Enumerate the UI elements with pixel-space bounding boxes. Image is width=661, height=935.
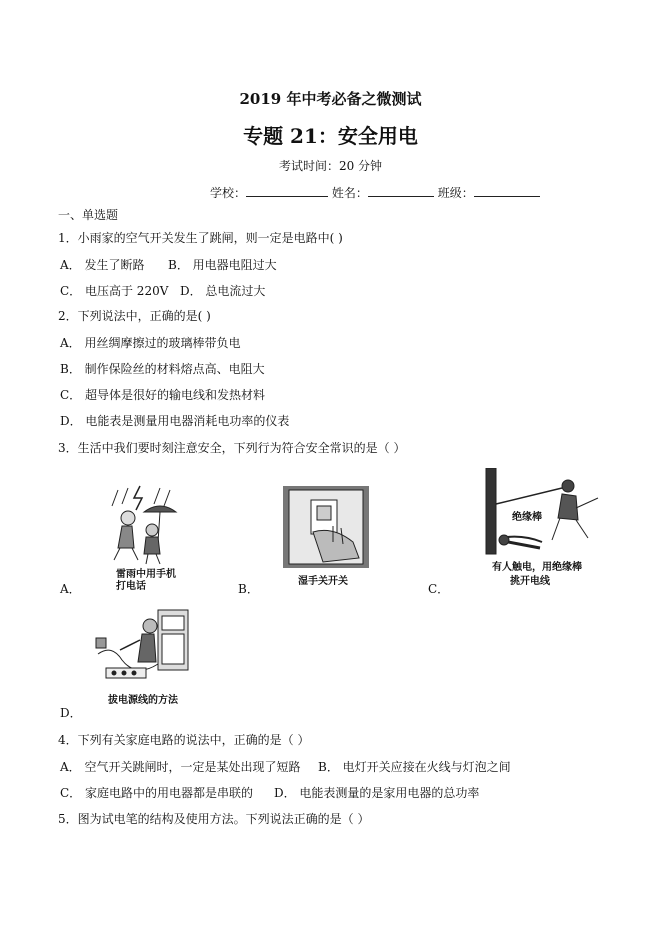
question-3-option-a: A． [60, 582, 81, 596]
student-info-line [210, 184, 540, 201]
exam-title: 2019 年中考必备之微测试 [239, 90, 422, 108]
picture-c-caption-1: 有人触电，用绝缘棒 [492, 562, 582, 573]
question-2-option-d: D． 电能表是测量用电器消耗电功率的仪表 [60, 414, 290, 428]
name-blank [368, 184, 434, 197]
question-1-option-a: A． 发生了断路 [60, 258, 145, 272]
question-3-option-d: D． [60, 706, 82, 720]
question-3-stem: 3．生活中我们要时刻注意安全，下列行为符合安全常识的是（ ） [58, 441, 406, 455]
picture-b-caption: 湿手关开关 [298, 576, 348, 587]
question-1-stem: 1．小雨家的空气开关发生了跳闸，则一定是电路中( ) [58, 231, 343, 245]
question-2-stem: 2．下列说法中，正确的是( ) [58, 309, 211, 323]
question-4-option-a: A． 空气开关跳闸时，一定是某处出现了短路 [60, 760, 301, 774]
school-blank [246, 184, 328, 197]
picture-d-caption: 拔电源线的方法 [108, 695, 178, 706]
question-1-option-d: D． 总电流过大 [180, 284, 266, 298]
picture-c-rod-tag: 绝缘棒 [512, 512, 542, 523]
section-heading: 一、单选题 [58, 208, 119, 222]
question-4-option-d: D． 电能表测量的是家用电器的总功率 [274, 786, 480, 800]
exam-time: 考试时间：20 分钟 [278, 159, 383, 173]
question-5-stem: 5．图为试电笔的结构及使用方法。下列说法正确的是（ ） [58, 812, 370, 826]
question-3-option-b: B． [238, 582, 259, 596]
question-3-option-c: C． [428, 582, 450, 596]
school-label: 学校： [210, 186, 247, 200]
question-2-option-c: C． 超导体是很好的输电线和发热材料 [60, 388, 265, 402]
picture-d-unplug-cord [92, 604, 202, 692]
picture-b-wet-hand-switch [283, 486, 369, 568]
question-1-option-c: C． 电压高于 220V [60, 284, 169, 298]
exam-subtitle: 专题 21：安全用电 [243, 124, 418, 148]
question-4-stem: 4．下列有关家庭电路的说法中，正确的是（ ） [58, 733, 310, 747]
picture-a-caption-1: 雷雨中用手机 [116, 569, 176, 580]
class-label: 班级： [437, 186, 474, 200]
question-2-option-a: A． 用丝绸摩擦过的玻璃棒带负电 [60, 336, 241, 350]
question-1-option-b: B． 用电器电阻过大 [168, 258, 277, 272]
question-2-option-b: B． 制作保险丝的材料熔点高、电阻大 [60, 362, 265, 376]
question-4-option-b: B． 电灯开关应接在火线与灯泡之间 [318, 760, 511, 774]
question-4-option-c: C． 家庭电路中的用电器都是串联的 [60, 786, 253, 800]
picture-c-caption-2: 挑开电线 [510, 576, 550, 587]
picture-a-caption-2: 打电话 [116, 581, 146, 592]
name-label: 姓名： [331, 186, 368, 200]
class-blank [474, 184, 540, 197]
